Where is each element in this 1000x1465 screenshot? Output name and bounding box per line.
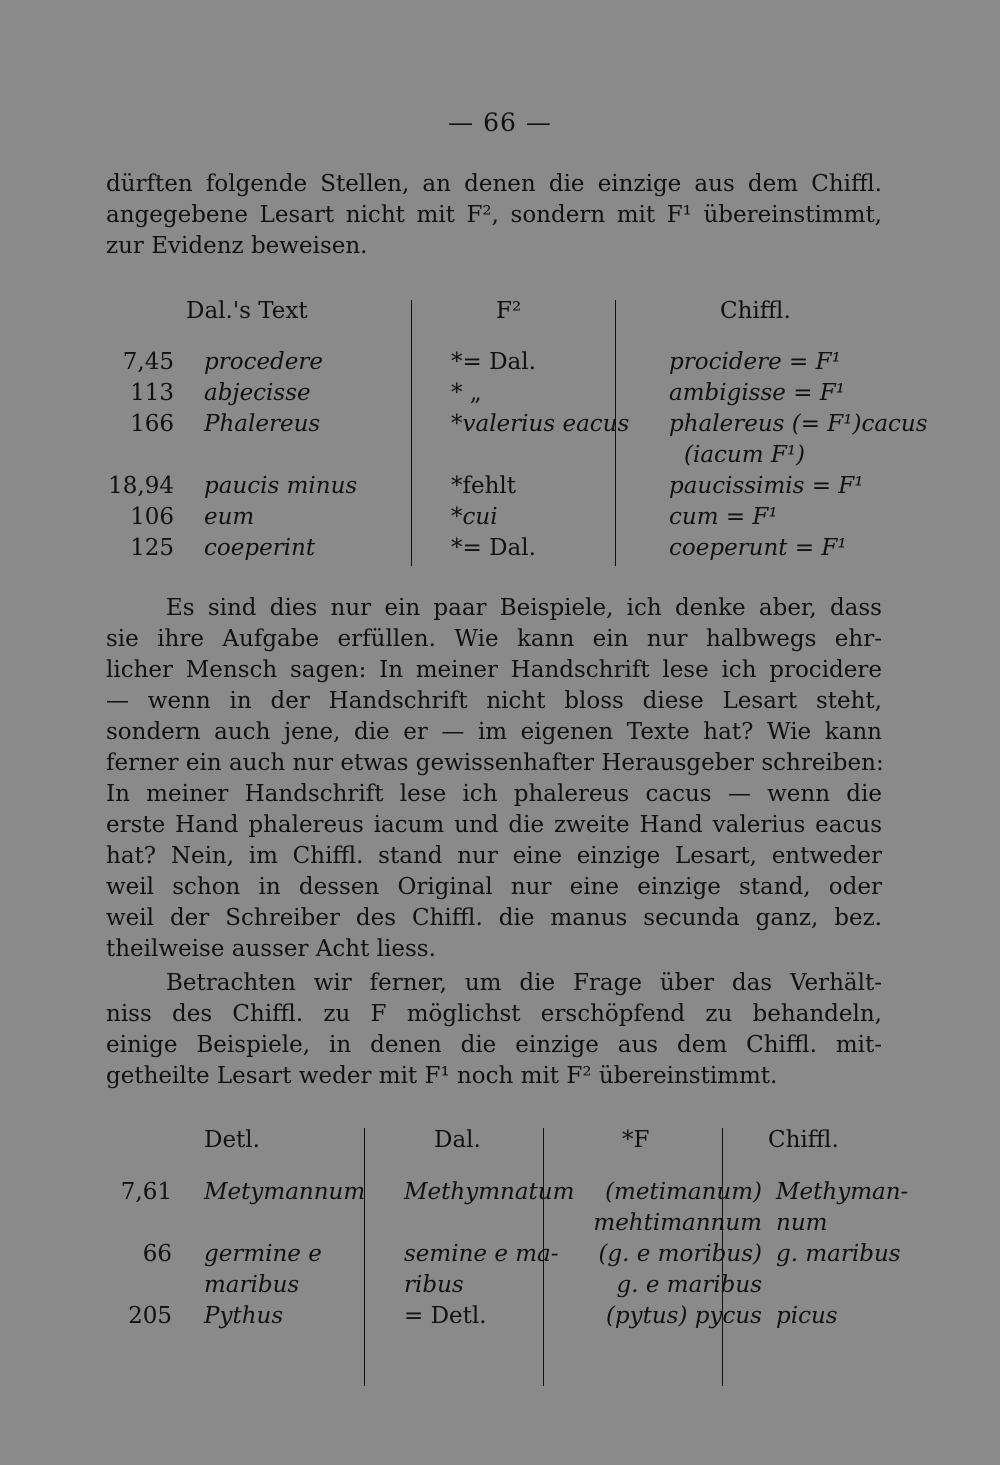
text-line: niss des Chiffl. zu F möglichst erschöpfend zu behandeln, [106, 1001, 882, 1027]
table-cell-detl: Metymannum [204, 1179, 366, 1205]
table1-header-text: Dal.'s Text [186, 298, 308, 324]
table-cell-text: Phalereus [204, 411, 321, 437]
text-line: weil schon in dessen Original nur eine einzige stand, oder [106, 874, 882, 900]
table1-header-chiffl: Chiffl. [720, 298, 791, 324]
table-cell-f2: *= Dal. [451, 349, 536, 375]
table-cell-text: eum [204, 504, 255, 530]
table-cell-num: 205 [128, 1303, 172, 1329]
table-cell-chiffl: paucissimis = F¹ [669, 473, 864, 499]
text-line: sondern auch jene, die er — im eigenen Texte hat? Wie kann [106, 719, 882, 745]
table-cell-detl: Pythus [204, 1303, 284, 1329]
page-number: — 66 — [448, 108, 552, 137]
text-line: ferner ein auch nur etwas gewissenhafter Herausgeber schreiben: [106, 750, 884, 776]
text-line: hat? Nein, im Chiffl. stand nur eine einzige Lesart, entweder [106, 843, 882, 869]
table-cell-f: mehtimannum [593, 1210, 762, 1236]
text-line: angegebene Lesart nicht mit F², sondern mit F¹ übereinstimmt, [106, 202, 882, 228]
text-line: — wenn in der Handschrift nicht bloss diese Lesart steht, [106, 688, 882, 714]
table-cell-chiffl: procidere = F¹ [669, 349, 841, 375]
table-row [106, 533, 954, 564]
table-cell-chiffl: ambigisse = F¹ [669, 380, 845, 406]
table-cell-chiffl: g. maribus [776, 1241, 901, 1267]
text-line: weil der Schreiber des Chiffl. die manus secunda ganz, bez. [106, 905, 882, 931]
table2-header-dal: Dal. [434, 1127, 481, 1153]
table-row [106, 1177, 926, 1208]
table1-header-f2: F² [496, 298, 522, 324]
table-cell-f: (g. e moribus) [598, 1241, 762, 1267]
comparison-paragraph [106, 968, 882, 1092]
table-cell-num: 66 [142, 1241, 172, 1267]
text-line: zur Evidenz beweisen. [106, 233, 368, 259]
table-cell-chiffl: (iacum F¹) [684, 442, 806, 468]
text-line: theilweise ausser Acht liess. [106, 936, 436, 962]
table-cell-f2: *valerius eacus [451, 411, 630, 437]
table-cell-chiffl: Methyman- [776, 1179, 909, 1205]
table-cell-num [106, 1208, 172, 1239]
table-cell-dal: Methymnatum [404, 1179, 575, 1205]
table-cell-chiffl: picus [776, 1303, 838, 1329]
table-cell-detl: maribus [204, 1272, 300, 1298]
table-cell-detl: germine e [204, 1241, 322, 1267]
table-row [106, 347, 954, 378]
table-cell-text [174, 440, 441, 471]
table-row [106, 1301, 926, 1332]
table-cell-text: abjecisse [204, 380, 311, 406]
table-cell-chiffl: phalereus (= F¹)cacus [669, 411, 928, 437]
table-row [106, 502, 954, 533]
table-cell-dal [396, 1208, 583, 1239]
text-line: dürften folgende Stellen, an denen die einzige aus dem Chiffl. [106, 171, 882, 197]
table-cell-num: 113 [130, 380, 174, 406]
table-cell-f: (pytus) pycus [605, 1303, 762, 1329]
intro-paragraph [106, 169, 882, 262]
table-row [106, 471, 954, 502]
table2-body [106, 1177, 926, 1332]
table2-header-detl: Detl. [204, 1127, 260, 1153]
text-line: licher Mensch sagen: In meiner Handschrift lese ich procidere [106, 657, 882, 683]
text-line: erste Hand phalereus iacum und die zweite Hand valerius eacus [106, 812, 882, 838]
table-row [106, 1270, 926, 1301]
table-cell-f: g. e maribus [616, 1272, 762, 1298]
table-cell-chiffl [766, 1270, 926, 1301]
table-cell-num: 7,61 [120, 1179, 172, 1205]
text-line: einige Beispiele, in denen die einzige aus dem Chiffl. mit- [106, 1032, 882, 1058]
table-cell-f2: * „ [451, 380, 482, 406]
table-cell-dal: semine e ma- [404, 1241, 559, 1267]
discussion-paragraph [106, 593, 882, 965]
table-row [106, 1208, 926, 1239]
table-cell-chiffl: num [776, 1210, 828, 1236]
table2-header-f: *F [622, 1127, 650, 1153]
text-line: Es sind dies nur ein paar Beispiele, ich denke aber, dass [166, 595, 882, 621]
table-cell-num: 166 [130, 411, 174, 437]
table-cell-text: paucis minus [204, 473, 358, 499]
table-cell-text: procedere [204, 349, 323, 375]
text-line: Betrachten wir ferner, um die Frage über das Verhält- [166, 970, 882, 996]
table-cell-dal: ribus [404, 1272, 464, 1298]
table1-body [106, 347, 954, 564]
table2-header-chiffl: Chiffl. [768, 1127, 839, 1153]
table-cell-f: (metimanum) [605, 1179, 762, 1205]
text-line: sie ihre Aufgabe erfüllen. Wie kann ein nur halbwegs ehr- [106, 626, 882, 652]
table-cell-num: 18,94 [108, 473, 174, 499]
table-cell-f2 [441, 440, 659, 471]
table-cell-detl [172, 1208, 396, 1239]
table-row [106, 378, 954, 409]
table-cell-num: 7,45 [122, 349, 174, 375]
table-row [106, 409, 954, 440]
table-cell-num [106, 1270, 172, 1301]
table-row [106, 1239, 926, 1270]
table-cell-chiffl: coeperunt = F¹ [669, 535, 847, 561]
text-line: getheilte Lesart weder mit F¹ noch mit F² übereinstimmt. [106, 1063, 778, 1089]
table-cell-num: 106 [130, 504, 174, 530]
text-line: In meiner Handschrift lese ich phalereus cacus — wenn die [106, 781, 882, 807]
table-cell-text: coeperint [204, 535, 316, 561]
table-cell-f2: *fehlt [451, 473, 517, 499]
table-cell-dal: = Detl. [404, 1303, 487, 1329]
table-cell-num: 125 [130, 535, 174, 561]
table-row [106, 440, 954, 471]
table-cell-num [106, 440, 174, 471]
table-cell-chiffl: cum = F¹ [669, 504, 778, 530]
table-cell-f2: *= Dal. [451, 535, 536, 561]
table-cell-f2: *cui [451, 504, 498, 530]
